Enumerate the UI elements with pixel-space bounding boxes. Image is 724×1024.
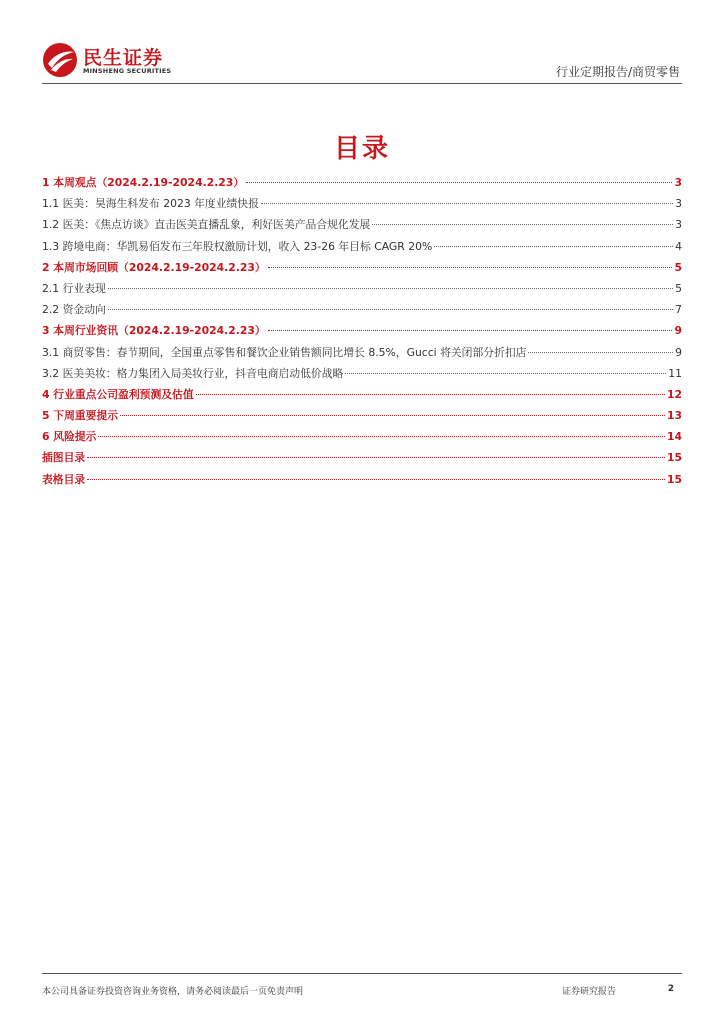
toc-entry-title: 3.2 医美美妆：格力集团入局美妆行业，抖音电商启动低价战略	[42, 366, 344, 380]
toc-entry-title: 1.1 医美：昊海生科发布 2023 年度业绩快报	[42, 197, 259, 211]
toc-entry-title: 2.2 资金动向	[42, 303, 106, 317]
toc-entry[interactable]	[42, 366, 682, 387]
table-of-contents	[42, 175, 682, 493]
toc-entry-title: 5 下周重要提示	[42, 409, 119, 423]
toc-leader-dots	[87, 479, 665, 480]
toc-entry-title: 2.1 行业表现	[42, 281, 106, 295]
toc-entry[interactable]	[42, 217, 682, 238]
brand-name-cn: 民生证券	[83, 47, 164, 69]
toc-entry-page: 7	[675, 303, 682, 317]
toc-leader-dots	[345, 373, 666, 374]
toc-entry-page: 15	[666, 451, 682, 465]
toc-leader-dots	[196, 394, 665, 395]
toc-entry-title: 1.3 跨境电商：华凯易佰发布三年股权激励计划，收入 23-26 年目标 CAGR 20%	[42, 239, 433, 253]
footer-divider	[42, 973, 682, 974]
footer-disclaimer: 本公司具备证券投资咨询业务资格，请务必阅读最后一页免责声明	[42, 987, 304, 997]
toc-leader-dots	[372, 224, 673, 225]
toc-entry-page: 11	[668, 366, 682, 380]
toc-entry-page: 14	[666, 430, 682, 444]
toc-entry-title: 6 风险提示	[42, 430, 97, 444]
toc-entry[interactable]	[42, 281, 682, 302]
toc-entry[interactable]	[42, 196, 682, 217]
toc-entry-page: 3	[675, 218, 682, 232]
toc-entry-page: 12	[666, 387, 682, 401]
brand-name-en: MINSHENG SECURITIES	[83, 67, 172, 75]
toc-entry-title: 2 本周市场回顾（2024.2.19-2024.2.23）	[42, 260, 266, 274]
toc-entry-page: 3	[674, 176, 682, 189]
toc-entry-title: 3 本周行业资讯（2024.2.19-2024.2.23）	[42, 324, 266, 338]
toc-leader-dots	[268, 267, 673, 268]
toc-entry[interactable]	[42, 429, 682, 450]
minsheng-securities-logo	[42, 42, 182, 78]
toc-entry-title: 1 本周观点（2024.2.19-2024.2.23）	[42, 176, 245, 189]
toc-entry[interactable]	[42, 472, 682, 493]
toc-leader-dots	[108, 309, 673, 310]
header-divider	[42, 83, 682, 84]
toc-entry-page: 9	[674, 324, 682, 338]
toc-entry-title: 插图目录	[42, 451, 86, 465]
toc-entry-page: 4	[675, 239, 682, 253]
page-number: 2	[667, 984, 674, 994]
toc-entry[interactable]	[42, 323, 682, 344]
toc-leader-dots	[98, 436, 665, 437]
toc-leader-dots	[434, 246, 673, 247]
toc-entry[interactable]	[42, 175, 682, 196]
toc-leader-dots	[246, 182, 672, 183]
toc-title: 目录	[333, 134, 390, 164]
toc-leader-dots	[268, 330, 673, 331]
toc-leader-dots	[108, 288, 673, 289]
toc-entry[interactable]	[42, 387, 682, 408]
toc-entry[interactable]	[42, 450, 682, 471]
toc-leader-dots	[87, 457, 665, 458]
toc-entry[interactable]	[42, 302, 682, 323]
minsheng-logo-icon	[42, 42, 78, 78]
footer-label: 证券研究报告	[562, 987, 617, 997]
toc-entry-page: 9	[675, 345, 682, 359]
toc-entry-title: 1.2 医美：《焦点访谈》直击医美直播乱象，利好医美产品合规化发展	[42, 218, 371, 232]
toc-entry-title: 4 行业重点公司盈利预测及估值	[42, 387, 194, 401]
toc-leader-dots	[120, 415, 665, 416]
toc-entry-page: 5	[674, 260, 682, 274]
toc-leader-dots	[261, 203, 673, 204]
page-header	[0, 0, 724, 86]
toc-entry-page: 13	[666, 409, 682, 423]
toc-entry[interactable]	[42, 260, 682, 281]
toc-entry[interactable]	[42, 345, 682, 366]
toc-entry[interactable]	[42, 408, 682, 429]
toc-entry-page: 15	[666, 472, 682, 486]
toc-leader-dots	[528, 352, 673, 353]
toc-entry-page: 5	[675, 281, 682, 295]
toc-entry[interactable]	[42, 239, 682, 260]
toc-entry-page: 3	[675, 197, 682, 211]
toc-entry-title: 表格目录	[42, 472, 86, 486]
toc-entry-title: 3.1 商贸零售：春节期间，全国重点零售和餐饮企业销售额同比增长 8.5%，Gucci 将关闭部分折扣店	[42, 345, 527, 359]
report-type: 行业定期报告/商贸零售	[555, 65, 680, 79]
